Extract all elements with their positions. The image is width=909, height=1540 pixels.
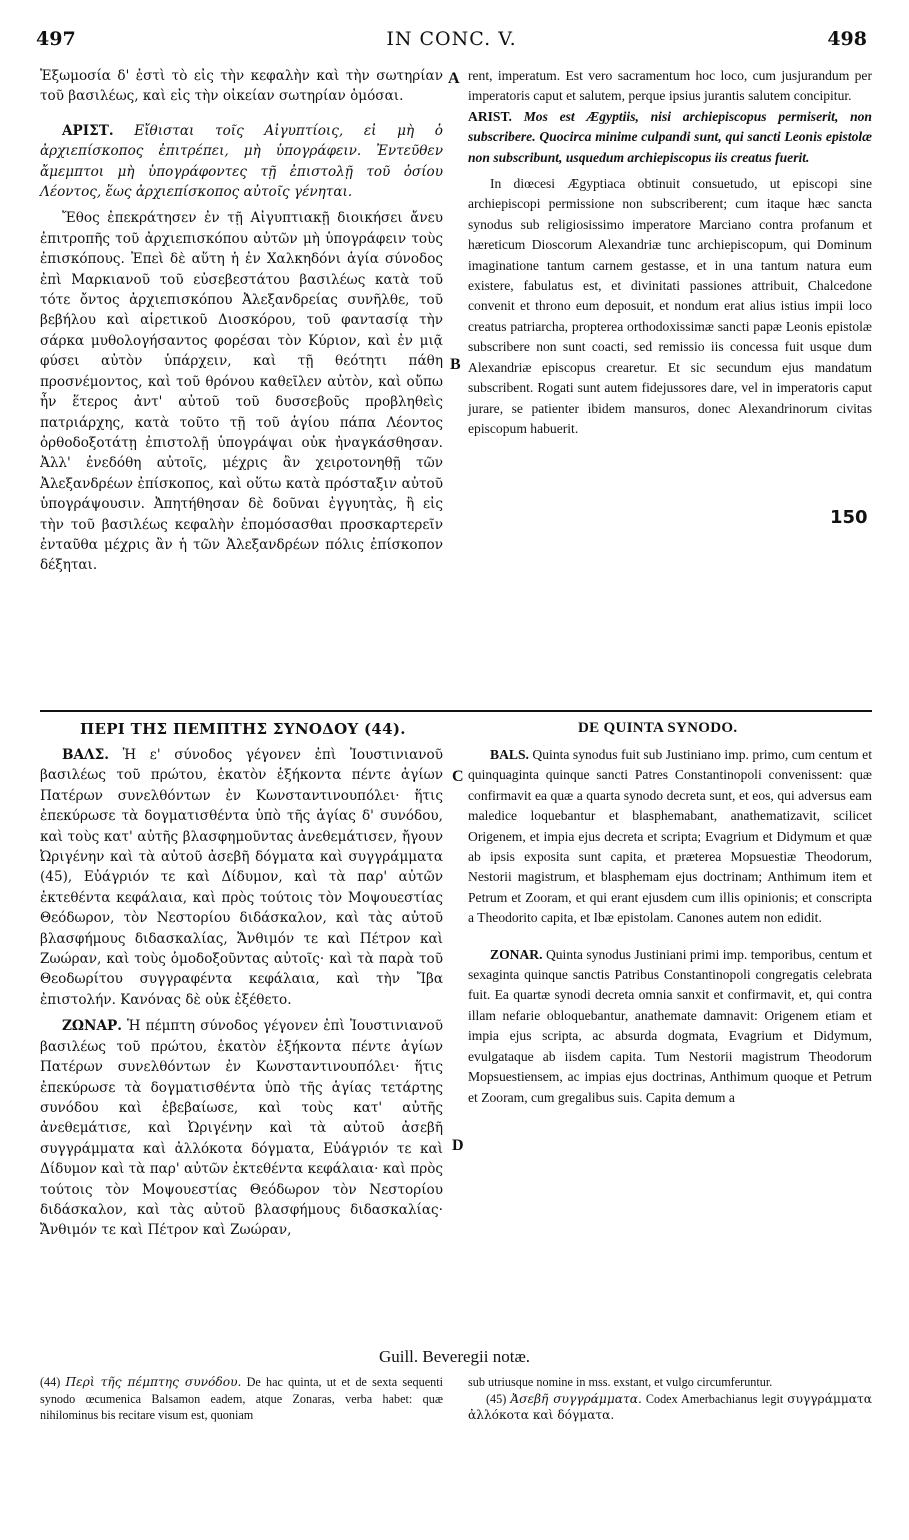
latin-arist-text: Mos est Ægyptiis, nisi archiepiscopus permiserit, non subscribere. Quocirca minime culpandi sunt, qui sancti Leonis epistolæ non subscribunt, usquedum archiepiscopus iis creatus fuerit.	[468, 108, 872, 165]
greek-zonar-text: Ἡ πέμπτη σύνοδος γέγονεν ἐπὶ Ἰουστινιανοῦ βασιλέως τοῦ πρώτου, ἑκατὸν ἑξήκοντα πέντε ἁγίων Πατέρων συνελθόντων ἐν Κωνσταντινουπόλει· ἥτις ἐπεκύρωσε τὰ δογματισθέντα ὑπὸ τῆς ἁγίας τετάρτης συνόδου καὶ ἐβεβαίωσε, καὶ τοὺς κατ' αὐτῆς ἀνεθεμάτισε, καὶ Ὠριγένην καὶ τὰ αὐτοῦ ἀσεβῆ συγγράμματα καὶ ἀλλόκοτα δόγματα, Εὐάγριόν τε καὶ Δίδυμον καὶ τὰ παρ' αὐτῶν ἐκτεθέντα κεφάλαια· καὶ πρὸς τούτοις τὸν Μοψουεστίας Θεόδωρον τὸν Νεστορίου διδάσκαλον, καὶ τὰς αὐτοῦ βλασφήμους διδασκαλίας· Ἄνθιμόν τε καὶ Πέτρον καὶ Ζωώραν,	[40, 1018, 443, 1239]
note-45-greek: Ἀσεβῆ συγγράμματα.	[510, 1391, 642, 1406]
greek-bals-text: Ἡ ε' σύνοδος γέγονεν ἐπὶ Ἰουστινιανοῦ βασιλέως τοῦ πρώτου, ἑκατὸν ἑξήκοντα πέντε ἁγίων Πατέρων συνελθόντων ἐν Κωνσταντινουπόλει· ἥτις ἐπεκύρωσε τὰ δογματισθέντα ὑπὸ τῆς ἁγίας δ' συνόδου, καὶ τοὺς κατ' αὐτῆς βλασφημοῦντας ἀνεθεμάτισεν, ἤγουν Ὠριγένην καὶ τὰ αὐτοῦ ἀσεβῆ δόγματα καὶ συγγράμματα (45), Εὐάγριόν τε καὶ Δίδυμον, καὶ τὰ παρ' αὐτῶν ἐκτεθέντα κεφάλαια, καὶ πρὸς τούτοις τὸν Μοψουεστίας Θεόδωρον, τὸν Νεστορίου διδάσκαλον, καὶ τὰς αὐτοῦ βλασφήμους διδασκαλίας, Ἄνθιμόν τε καὶ Πέτρον καὶ Ζωώραν, καὶ τοὺς ὁμοδοξοῦντας αὐτοῖς· καὶ τὰ παρὰ τοῦ Θεοδωρίτου συγγραφέντα κεφάλαια, καὶ τὴν Ἴβα ἐπιστολήν. Κανόνας δὲ οὐκ ἐξέθετο.	[40, 747, 443, 1008]
latin-body-part-1: In diœcesi Ægyptiaca obtinuit consuetudo, ut episcopi sine archiepiscopi permissione non subscriberent; cum itaque hæc sancta synodus sub religiosissimo imperatore Marciano contra profanum et hæreticum Dioscorum Alexandriæ tunc archiepiscopum, qui Dominum imaginatione tantum carnem gestasse, et in una tantum natura eum existere, fabulatus est, et divinitati passiones attribuit, Chalcedone convenit et throno eum deposuit, et nondum erat alius istius impii loco creatus patriarcha, propterea orthodoxissimæ sancti papæ Leonis epistolæ subscribere non sunt coacti, sed remissio	[468, 176, 872, 355]
margin-number-150: 150	[830, 507, 868, 528]
page-header	[36, 28, 867, 58]
greek-arist-text: Εἴθισται τοῖς Αἰγυπτίοις, εἰ μὴ ὁ ἀρχιεπίσκοπος ἐπιτρέπει, μὴ ὑπογράφειν. Ἐντεῦθεν ἄμεμπτοι μὴ ὑπογράφοντες τῇ ἐπιστολῇ τοῦ ὁσίου Λέοντος, ἕως ἀρχιεπίσκοπος αὐτοῖς γένηται.	[40, 122, 443, 201]
latin-bals-label: BALS.	[490, 747, 529, 762]
note-45-number: (45)	[486, 1391, 507, 1406]
note-44-number: (44)	[40, 1375, 61, 1389]
latin-zonar-text: Quinta synodus Justiniani primi imp. temporibus, centum et sexaginta quinque sanctis Patribus Constantinopoli congregatis celebrata fuit. Ea quartæ synodi decreta omnia sanxit et confirmavit, et, qui contra illam nefarie obloquebantur, anathemate damnavit: Origenem etiam et impia ejus scripta, ac absurda dogmata, Evagrium et Didymum, evulgataque ab iisdem capita. Tum Nestorii magistrum Theodorum Mopsuestiensem, ac impias ejus doctrinas, Anthimum quoque et Petrum et Zooram, cum gregalibus suis. Capita demum a	[468, 946, 872, 1105]
latin-bals-paragraph	[468, 745, 872, 929]
latin-column-top	[468, 66, 872, 439]
note-44-text: De hac quinta, ut et de sexta sequenti synodo œcumenica Balsamon eadem, atque Zonaras, verba habet: quæ nihilominus bis recitare visum est, quoniam	[40, 1375, 444, 1423]
note-44-greek: Περὶ τῆς πέμπτης συνόδου.	[65, 1375, 242, 1389]
running-title: IN CONC. V.	[386, 28, 517, 50]
latin-bals-text: Quinta synodus fuit sub Justiniano imp. primo, cum centum et quinquaginta quinque sancti Patres Constantinopoli convenissent: quæ confirmavit ea quæ a quarta synodo decreta sunt, et eos, qui adversus eam maledice loquebantur et blasphemabant, anathematizavit, scilicet Origenem, et impia ejus decreta et scripta; Evagrium et Didymum et quæ ab ipsis exposita sunt capita, et præterea Mopsuestiæ Theodorum, Nestorii magistrum, et blasphemam ejus doctrinam; Anthimum item et Petrum et Zooram, et qui erant ejusdem cum illis opinionis; et conscripta a Theodorito capita, et Ibæ epistolam. Canones autem non edidit.	[468, 747, 872, 926]
greek-body-paragraph: Ἔθος ἐπεκράτησεν ἐν τῇ Αἰγυπτιακῇ διοικήσει ἄνευ ἐπιτροπῆς τοῦ ἀρχιεπισκόπου αὐτῶν μὴ ὑπογράφειν τοὺς ἐπισκόπους. Ἐπεὶ δὲ αὕτη ἡ ἐν Χαλκηδόνι ἁγία σύνοδος ἐπὶ Μαρκιανοῦ τοῦ εὐσεβεστάτου βασιλέως κατὰ τοῦ τότε ὄντος ἀρχιεπισκόπου Ἀλεξανδρείας συνῆλθε, τοῦ βεβήλου καὶ αἱρετικοῦ Διοσκόρου, τοῦ φαντασίᾳ τὴν σάρκα μυθολογήσαντος φορέσαι τὸν Κύριον, καὶ ἐν μιᾷ φύσει αὐτὸν ὑπάρχειν, καὶ τῇ θεότητι πάθη προσνέμοντος, καὶ τοῦ θρόνου καθεῖλεν αὐτὸν, καὶ οὔπω ἦν ἕτερος ἀντ' αὐτοῦ τοῦ δυσσεβοῦς προβληθεὶς πατριάρχης, κατὰ τοῦτο τῇ τοῦ ἁγίου πάπα Λέοντος ὀρθοδοξοτάτῃ ἐπιστολῇ ὑπογράψαι οὐκ ἠναγκάσθησαν. Ἀλλ' ἐνεδόθη αὐτοῖς, μέχρις ἂν χειροτονηθῇ τῶν Ἀλεξανδρέων ἐπίσκοπος, καὶ οὕτω κατὰ πρόσταξιν αὐτοῦ ὑπογράψουσιν. Ἀπητήθησαν δὲ δοῦναι ἐγγυητὰς, ἢ εἰς τὴν τοῦ βασιλέως κεφαλὴν ἐπομόσασθαι προσκαρτερεῖν ἐνταῦθα μέχρις ἂν ἡ τῶν Ἀλεξανδρέων πόλις ἐπίσκοπον δέξηται.	[40, 210, 443, 574]
margin-marker-d: D	[452, 1137, 464, 1154]
greek-zonar-paragraph	[40, 1016, 443, 1240]
latin-intro: rent, imperatum. Est vero sacramentum hoc loco, cum jusjurandum per imperatoris caput et salutem, perque ipsius jurantis salutem concipitur.	[468, 68, 872, 104]
page-number-right: 498	[827, 28, 867, 50]
margin-marker-b: B	[450, 356, 461, 373]
latin-arist-paragraph	[468, 107, 872, 168]
latin-column-bottom	[468, 745, 872, 1108]
greek-arist-paragraph	[40, 121, 443, 203]
page-number-left: 497	[36, 28, 76, 50]
note-44-continuation: sub utriusque nomine in mss. exstant, et vulgo circumferuntur.	[468, 1375, 773, 1389]
greek-section-heading: ΠΕΡΙ ΤΗΣ ΠΕΜΠΤΗΣ ΣΥΝΟΔΟΥ (44).	[80, 720, 406, 738]
notes-title: Guill. Beveregii notæ.	[378, 1347, 531, 1366]
latin-arist-label: ARIST.	[468, 108, 512, 124]
latin-section-heading: DE QUINTA SYNODO.	[578, 720, 738, 736]
greek-arist-label: ΑΡΙΣΤ.	[62, 122, 114, 139]
margin-marker-c: C	[452, 768, 464, 785]
section-divider	[40, 710, 872, 712]
greek-bals-paragraph	[40, 745, 443, 1010]
latin-body-part-2: iis concessa fuit usque dum Alexandriæ episcopus crearetur. Et sic secundum ejus mandatum subscribent. Rogati sunt autem fidejussores dare, vel in imperatoris caput jurare, se patienter ibidem mansuros, donec Alexandrinorum civitas episcopum habuerit.	[468, 339, 872, 436]
latin-zonar-paragraph	[468, 945, 872, 1108]
notes-right	[468, 1374, 872, 1424]
greek-zonar-label: ΖΩΝΑΡ.	[62, 1018, 122, 1035]
note-45-text: Codex Amerbachianus legit	[645, 1391, 784, 1406]
note-45-greek-variant: συγγράμματα ἀλλόκοτα καὶ δόγματα.	[468, 1391, 872, 1423]
greek-intro: Ἐξωμοσία δ' ἐστὶ τὸ εἰς τὴν κεφαλὴν καὶ τὴν σωτηρίαν τοῦ βασιλέως, καὶ εἰς τὴν οἰκείαν σωτηρίαν ὀμόσαι.	[40, 68, 443, 105]
latin-zonar-label: ZONAR.	[490, 946, 543, 962]
latin-body-paragraph	[468, 174, 872, 439]
margin-marker-a: A	[448, 70, 460, 87]
note-44-left	[40, 1374, 443, 1424]
greek-column-top	[40, 66, 443, 576]
greek-bals-label: ΒΑΛΣ.	[62, 747, 109, 763]
greek-column-bottom	[40, 745, 443, 1241]
note-45	[468, 1391, 872, 1424]
